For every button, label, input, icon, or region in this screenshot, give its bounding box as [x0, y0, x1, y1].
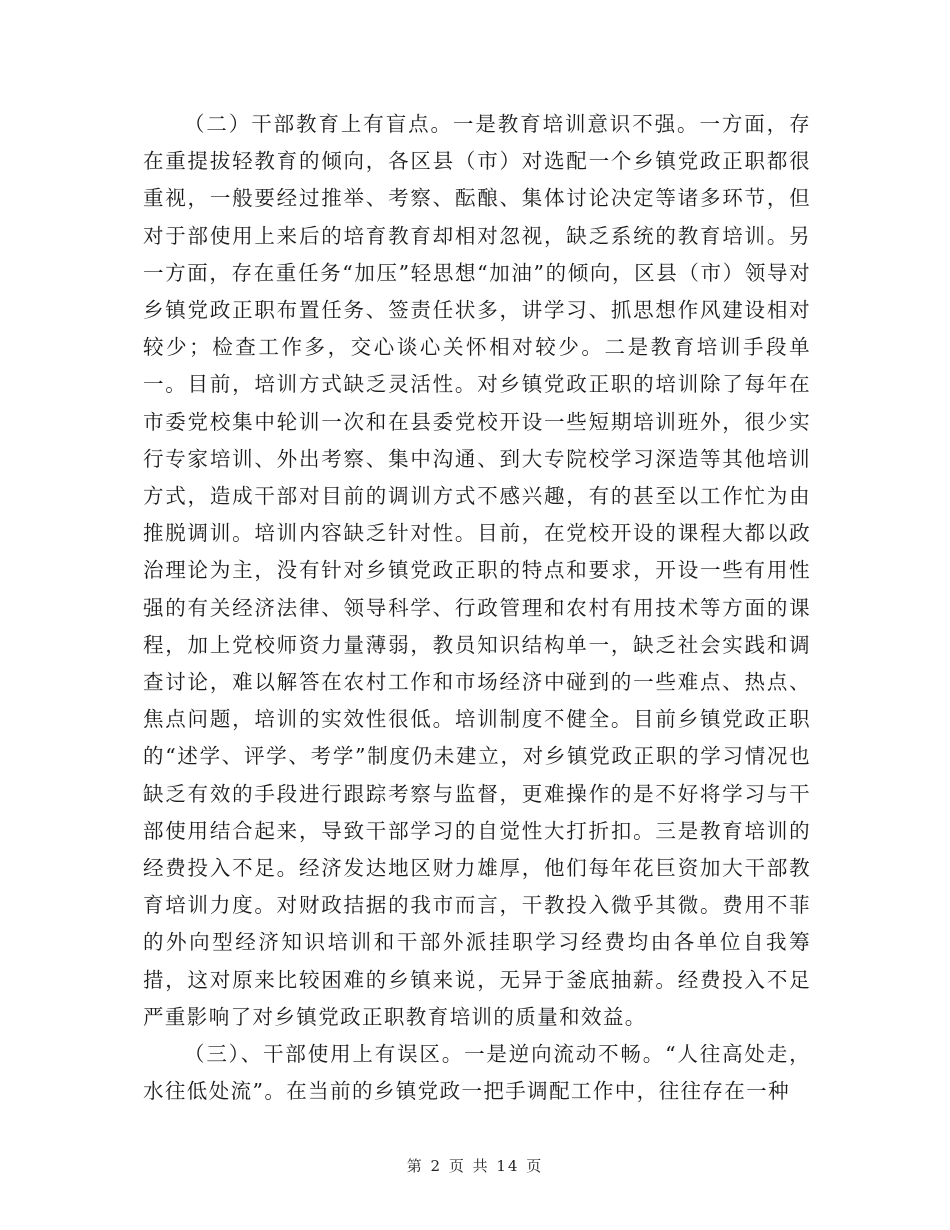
footer-total-pages: 14	[496, 1157, 520, 1175]
paragraph-cadre-education: （二）干部教育上有盲点。一是教育培训意识不强。一方面，存在重提拔轻教育的倾向，各区县（市）对选配一个乡镇党政正职都很重视，一般要经过推举、考察、酝酿、集体讨论决定等诸多环节，但对于部使用上来后的培育教育却相对忽视，缺乏系统的教育培训。另一方面，存在重任务“加压”轻思想“加油”的倾向，区县（市）领导对乡镇党政正职布置任务、签责任状多，讲学习、抓思想作风建设相对较少；检查工作多，交心谈心关怀相对较少。二是教育培训手段单一。目前，培训方式缺乏灵活性。对乡镇党政正职的培训除了每年在市委党校集中轮训一次和在县委党校开设一些短期培训班外，很少实行专家培训、外出考察、集中沟通、到大专院校学习深造等其他培训方式，造成干部对目前的调训方式不感兴趣，有的甚至以工作忙为由推脱调训。培训内容缺乏针对性。目前，在党校开设的课程大都以政治理论为主，没有针对乡镇党政正职的特点和要求，开设一些有用性强的有关经济法律、领导科学、行政管理和农村有用技术等方面的课程，加上党校师资力量薄弱，教员知识结构单一，缺乏社会实践和调查讨论，难以解答在农村工作和市场经济中碰到的一些难点、热点、焦点问题，培训的实效性很低。培训制度不健全。目前乡镇党政正职的“述学、评学、考学”制度仍未建立，对乡镇党政正职的学习情况也缺乏有效的手段进行跟踪考察与监督，更难操作的是不好将学习与干部使用结合起来，导致干部学习的自觉性大打折扣。三是教育培训的经费投入不足。经济发达地区财力雄厚，他们每年花巨资加大干部教育培训力度。对财政拮据的我市而言，干教投入微乎其微。费用不菲的外向型经济知识培训和干部外派挂职学习经费均由各单位自我筹措，这对原来比较困难的乡镇来说，无异于釜底抽薪。经费投入不足严重影响了对乡镇党政正职教育培训的质量和效益。	[143, 112, 811, 1029]
body-text	[143, 106, 811, 1110]
footer-suffix: 页	[526, 1157, 544, 1175]
footer-prefix: 第	[406, 1157, 424, 1175]
paragraph-cadre-usage: （三）、干部使用上有误区。一是逆向流动不畅。“人往高处走，水往低处流”。在当前的乡镇党政一把手调配工作中，往往存在一种	[143, 1042, 811, 1104]
page-footer	[0, 1155, 950, 1176]
footer-current-page: 2	[430, 1157, 443, 1175]
footer-middle: 页 共	[448, 1157, 490, 1175]
